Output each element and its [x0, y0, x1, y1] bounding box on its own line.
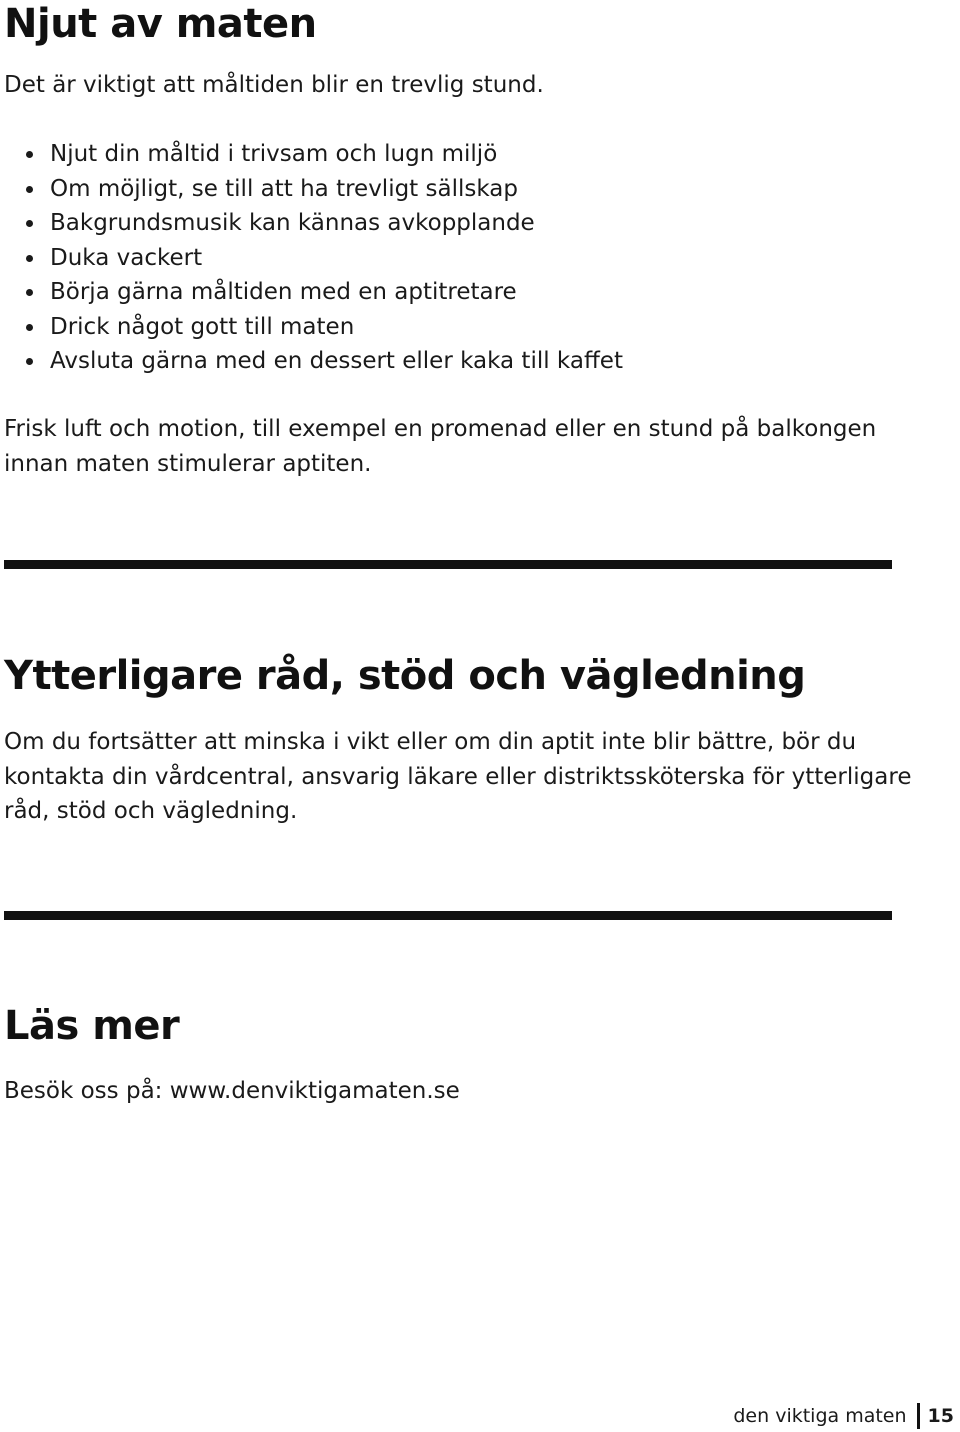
section-title-read-more: Läs mer: [4, 1003, 180, 1049]
list-item: [4, 172, 623, 207]
tip-text: Börja gärna måltiden med en aptitretare: [50, 279, 517, 305]
list-item: [4, 241, 623, 276]
bullet-icon: [26, 358, 33, 365]
fresh-air-paragraph: Frisk luft och motion, till exempel en promenad eller en stund på balkongen innan maten stimulerar aptiten.: [4, 416, 877, 477]
page-footer: [733, 1402, 954, 1430]
list-item: [4, 310, 623, 345]
bullet-icon: [26, 255, 33, 262]
tip-text: Avsluta gärna med en dessert eller kaka till kaffet: [50, 348, 623, 374]
advice-paragraph: Om du fortsätter att minska i vikt eller om din aptit inte blir bättre, bör du kontakta din vårdcentral, ansvarig läkare eller distriktssköterska för ytterligare råd, stöd och vägledning.: [4, 729, 912, 824]
bullet-icon: [26, 186, 33, 193]
tip-text: Njut din måltid i trivsam och lugn miljö: [50, 141, 498, 167]
website-text: Besök oss på: www.denviktigamaten.se: [4, 1078, 460, 1104]
list-item: [4, 275, 623, 310]
list-item: [4, 206, 623, 241]
list-item: [4, 137, 623, 172]
bullet-icon: [26, 220, 33, 227]
tip-text: Bakgrundsmusik kan kännas avkopplande: [50, 210, 535, 236]
intro-paragraph: Det är viktigt att måltiden blir en trevlig stund.: [4, 72, 544, 98]
section-divider: [4, 911, 892, 920]
section-divider: [4, 560, 892, 569]
section-title-further-advice: Ytterligare råd, stöd och vägledning: [4, 653, 806, 699]
page-number: 15: [927, 1405, 954, 1427]
tip-text: Duka vackert: [50, 244, 203, 271]
tip-text: Om möjligt, se till att ha trevligt sällskap: [50, 175, 518, 202]
tip-text: Drick något gott till maten: [50, 313, 355, 340]
bullet-icon: [26, 151, 33, 158]
list-item: [4, 344, 623, 379]
section-title-enjoy-food: Njut av maten: [4, 1, 317, 47]
bullet-icon: [26, 324, 33, 331]
footer-divider: [917, 1403, 920, 1429]
bullet-icon: [26, 289, 33, 296]
meal-tips-list: [4, 137, 623, 379]
publication-name: den viktiga maten: [733, 1405, 907, 1427]
